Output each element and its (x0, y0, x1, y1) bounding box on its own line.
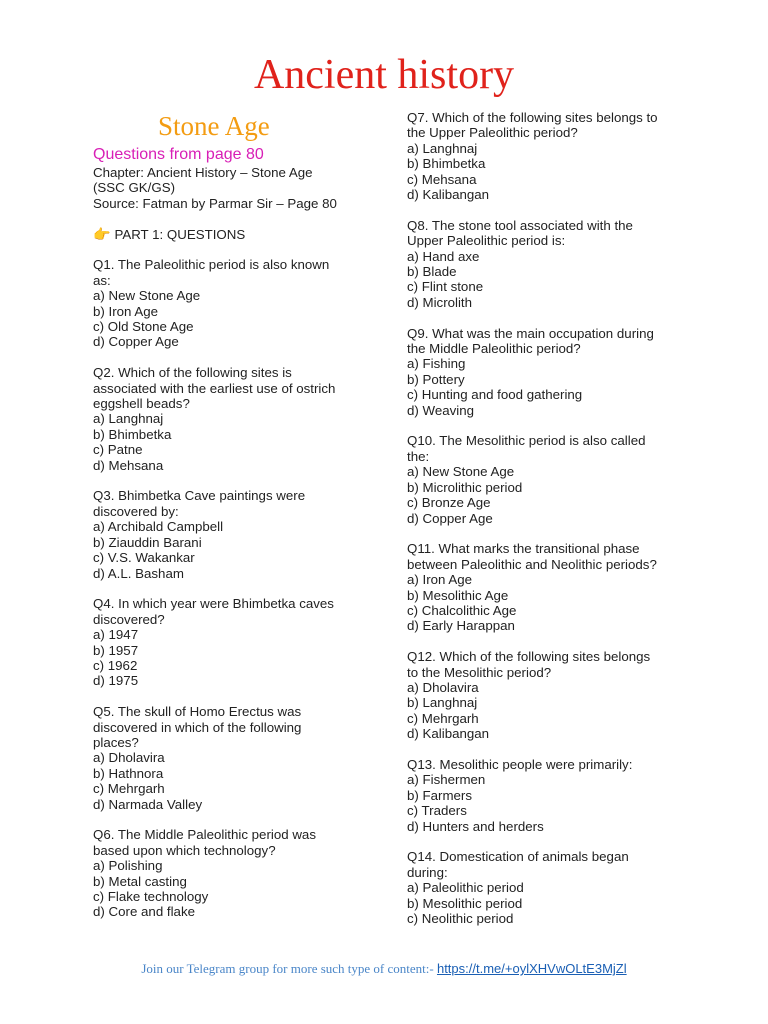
answer-option: a) 1947 (93, 627, 139, 643)
answer-option: b) Microlithic period (407, 479, 523, 495)
question-text: Q3. Bhimbetka Cave paintings were (93, 488, 306, 504)
answer-option: a) Dholavira (407, 679, 479, 695)
answer-option: a) Dholavira (93, 750, 165, 766)
footer-text: Join our Telegram group for more such type of content:- (141, 961, 437, 976)
question-text: between Paleolithic and Neolithic periods? (407, 556, 657, 572)
answer-option: a) Hand axe (407, 248, 480, 264)
question-text: Q5. The skull of Homo Erectus was (93, 704, 302, 720)
question-text: Q4. In which year were Bhimbetka caves (93, 596, 334, 612)
question-block (93, 488, 363, 580)
question-text: the Middle Paleolithic period? (407, 341, 581, 357)
answer-option: d) Weaving (407, 402, 475, 418)
question-block (407, 218, 687, 310)
answer-option: d) Early Harappan (407, 618, 515, 634)
footer (0, 961, 768, 977)
answer-option: c) Flake technology (93, 888, 209, 904)
answer-option: b) Bhimbetka (407, 156, 486, 172)
answer-option: c) Patne (93, 442, 143, 458)
meta-block (93, 165, 363, 211)
answer-option: a) Iron Age (407, 572, 473, 588)
answer-option: b) Hathnora (93, 765, 164, 781)
question-text: Q12. Which of the following sites belongs (407, 649, 651, 665)
question-text: Q10. The Mesolithic period is also called (407, 433, 646, 449)
meta-chapter: Chapter: Ancient History – Stone Age (93, 165, 313, 180)
question-block (407, 326, 687, 418)
right-column (407, 110, 687, 942)
answer-option: d) Copper Age (93, 334, 179, 350)
answer-option: d) A.L. Basham (93, 565, 184, 581)
answer-option: a) Paleolithic period (407, 880, 524, 896)
answer-option: b) Pottery (407, 371, 465, 387)
answer-option: a) New Stone Age (93, 288, 201, 304)
answer-option: c) V.S. Wakankar (93, 550, 195, 566)
source-heading: Questions from page 80 (93, 146, 264, 163)
answer-option: c) Bronze Age (407, 495, 491, 511)
answer-option: a) Fishermen (407, 772, 486, 788)
answer-option: a) Langhnaj (407, 140, 478, 156)
telegram-link[interactable]: https://t.me/+oylXHVwOLtE3MjZl (436, 961, 627, 976)
answer-option: b) Langhnaj (407, 695, 478, 711)
answer-option: a) Polishing (93, 858, 163, 874)
question-block (407, 649, 687, 741)
question-text: during: (407, 864, 448, 880)
left-column (93, 110, 363, 935)
right-question-list (407, 110, 687, 926)
answer-option: c) Mehrgarh (93, 781, 165, 797)
page-title: Ancient history (253, 52, 515, 98)
answer-option: d) Narmada Valley (93, 796, 203, 812)
answer-option: a) Fishing (407, 356, 466, 372)
question-text: eggshell beads? (93, 396, 190, 412)
question-block (407, 757, 687, 834)
question-text: the Upper Paleolithic period? (407, 125, 578, 141)
answer-option: d) Copper Age (407, 510, 493, 526)
answer-option: d) 1975 (93, 673, 139, 689)
answer-option: d) Kalibangan (407, 187, 490, 203)
answer-option: c) Old Stone Age (93, 319, 194, 335)
answer-option: b) Mesolithic Age (407, 587, 509, 603)
question-text: Q2. Which of the following sites is (93, 365, 292, 381)
part-heading (93, 227, 363, 242)
question-text: discovered? (93, 611, 165, 627)
pointing-hand-icon: 👉 (93, 225, 111, 242)
answer-option: a) Langhnaj (93, 411, 164, 427)
question-block (93, 704, 363, 812)
question-text: Upper Paleolithic period is: (407, 233, 566, 249)
meta-exam: (SSC GK/GS) (93, 180, 176, 196)
answer-option: d) Kalibangan (407, 726, 490, 742)
answer-option: d) Core and flake (93, 904, 195, 920)
question-text: Q6. The Middle Paleolithic period was (93, 827, 316, 843)
part-label: PART 1: QUESTIONS (114, 226, 246, 242)
answer-option: a) Archibald Campbell (93, 519, 224, 535)
question-text: places? (93, 734, 139, 750)
left-question-list (93, 257, 363, 919)
question-block (93, 257, 363, 349)
question-block (407, 110, 687, 202)
question-text: based upon which technology? (93, 842, 276, 858)
answer-option: c) 1962 (93, 657, 138, 673)
question-block (93, 365, 363, 473)
answer-option: d) Mehsana (93, 457, 164, 473)
answer-option: d) Microlith (407, 294, 473, 310)
question-text: as: (93, 272, 111, 288)
answer-option: b) Mesolithic period (407, 895, 523, 911)
answer-option: b) Farmers (407, 787, 473, 803)
question-block (93, 596, 363, 688)
question-text: discovered in which of the following (93, 719, 302, 735)
question-text: the: (407, 448, 430, 464)
question-text: discovered by: (93, 503, 179, 519)
answer-option: d) Hunters and herders (407, 818, 544, 834)
question-text: Q14. Domestication of animals began (407, 849, 629, 865)
answer-option: c) Mehrgarh (407, 710, 479, 726)
question-text: to the Mesolithic period? (407, 664, 552, 680)
answer-option: b) Ziauddin Barani (93, 534, 202, 550)
answer-option: c) Hunting and food gathering (407, 387, 583, 403)
question-block (407, 433, 687, 525)
meta-source: Source: Fatman by Parmar Sir – Page 80 (93, 195, 337, 211)
answer-option: c) Mehsana (407, 171, 477, 187)
question-text: Q1. The Paleolithic period is also known (93, 257, 330, 273)
question-text: Q7. Which of the following sites belongs to (407, 110, 658, 125)
answer-option: c) Traders (407, 803, 467, 819)
question-block (407, 541, 687, 633)
question-text: Q9. What was the main occupation during (407, 325, 654, 341)
question-block (93, 827, 363, 919)
answer-option: b) Metal casting (93, 873, 187, 889)
question-text: Q13. Mesolithic people were primarily: (407, 756, 633, 772)
question-text: Q8. The stone tool associated with the (407, 217, 633, 233)
answer-option: c) Chalcolithic Age (407, 602, 517, 618)
answer-option: b) Iron Age (93, 303, 159, 319)
question-text: associated with the earliest use of ostrich (93, 380, 336, 396)
answer-option: c) Neolithic period (407, 911, 514, 927)
answer-option: a) New Stone Age (407, 464, 515, 480)
answer-option: b) Blade (407, 264, 457, 280)
answer-option: b) 1957 (93, 642, 139, 658)
answer-option: c) Flint stone (407, 279, 484, 295)
question-text: Q11. What marks the transitional phase (407, 541, 640, 557)
question-block (407, 849, 687, 926)
section-subtitle: Stone Age (158, 111, 270, 141)
answer-option: b) Bhimbetka (93, 426, 172, 442)
